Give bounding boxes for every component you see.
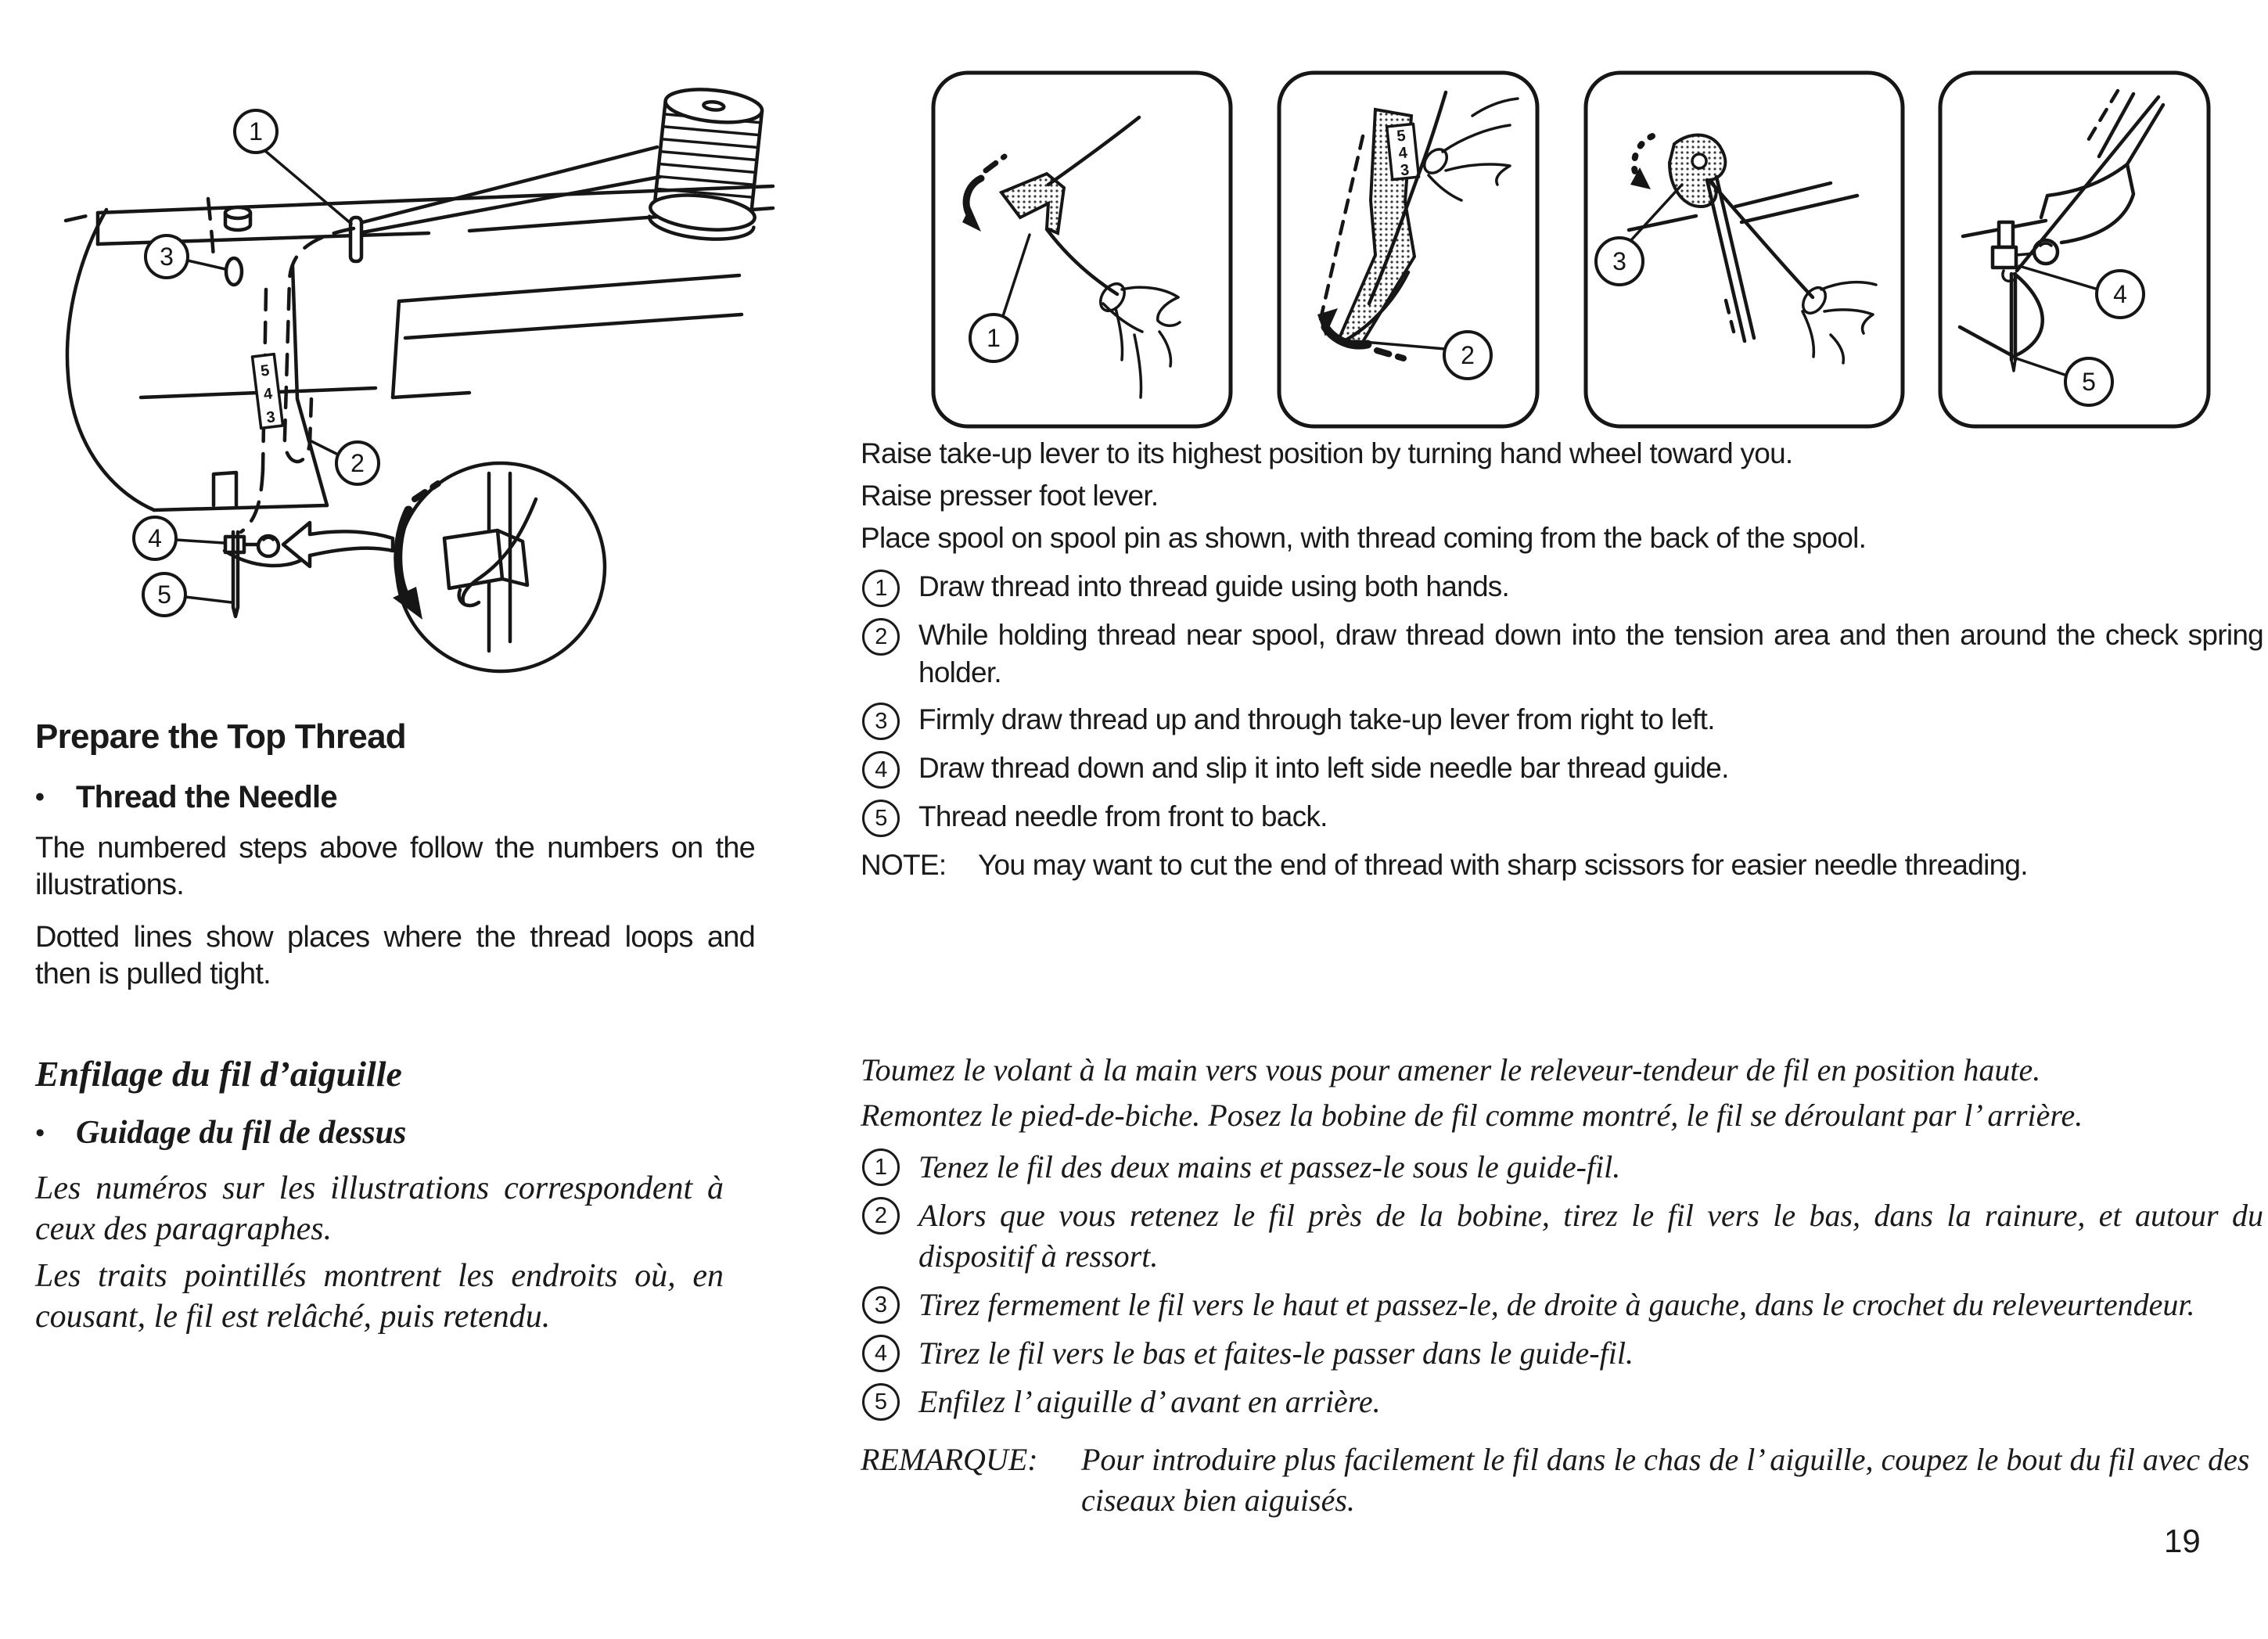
turn-arrow-icon	[962, 156, 1005, 232]
step-item	[861, 701, 2263, 740]
step-text: Enfilez l’ aiguille d’ avant en arrière.	[918, 1384, 1381, 1419]
english-summary	[35, 718, 755, 993]
step-number: 5	[862, 1383, 900, 1421]
step-item	[861, 568, 2263, 607]
step-text: Tirez le fil vers le bas et faites-le passer dans le guide-fil.	[918, 1335, 1634, 1371]
step-number: 3	[862, 1286, 900, 1324]
needle-bar-inset	[393, 463, 605, 671]
step-text: Thread needle from front to back.	[918, 800, 1328, 832]
dashed-thread-path	[208, 199, 354, 532]
svg-text:4: 4	[1397, 144, 1408, 163]
step-number: 5	[862, 800, 900, 837]
step-item	[861, 1333, 2263, 1374]
callout-4	[134, 517, 224, 559]
remark	[861, 1440, 2263, 1521]
svg-text:3: 3	[160, 243, 174, 271]
callout-5	[143, 573, 232, 616]
step-item	[861, 1285, 2263, 1325]
callout-4	[2019, 266, 2144, 318]
svg-text:1: 1	[249, 117, 263, 146]
step-text: Tirez fermement le fil vers le haut et passez-le, de droite à gauche, dans le crochet du releveurtendeur.	[918, 1287, 2195, 1322]
dashed-thread-path	[1321, 136, 1363, 319]
step-number: 4	[862, 751, 900, 789]
subsection-heading: • Thread the Needle	[35, 780, 337, 814]
section-heading: Enfilage du fil d’aiguille	[35, 1054, 402, 1094]
remark-text: Pour introduire plus facilement le fil dans le chas de l’ aiguille, coupez le bout du fil avec des ciseaux bien aiguisés.	[1081, 1442, 2250, 1518]
step-number: 3	[862, 703, 900, 740]
svg-text:1: 1	[987, 324, 1001, 352]
machine-threading-diagram	[31, 31, 798, 681]
note	[861, 846, 2263, 884]
spool	[648, 84, 767, 243]
zoom-arrow-icon	[283, 523, 393, 566]
step-item	[861, 1382, 2263, 1422]
step-text: Firmly draw thread up and through take-up lever from right to left.	[918, 703, 1715, 735]
note-text: You may want to cut the end of thread with sharp scissors for easier needle threading.	[978, 849, 2028, 881]
remark-label: REMARQUE:	[861, 1442, 1038, 1477]
svg-text:4: 4	[148, 524, 162, 552]
hand	[1095, 279, 1180, 397]
thread-line	[1960, 97, 2158, 357]
step-number: 4	[862, 1335, 900, 1372]
paragraph: Les traits pointillés montrent les endroits où, en cousant, le fil est relâché, puis retendu.	[35, 1258, 724, 1335]
dial-number: 3	[265, 408, 277, 427]
callout-3	[1596, 185, 1682, 285]
step-number: 2	[862, 618, 900, 656]
page-number: 19	[2164, 1522, 2201, 1559]
svg-text:3: 3	[1612, 247, 1626, 275]
panel-step3-take-up-lever	[1582, 69, 1907, 430]
step-text: While holding thread near spool, draw thread down into the tension area and then around the check spring holder.	[918, 619, 2263, 688]
step-item	[861, 749, 2263, 789]
paragraph: Dotted lines show places where the thread loops and then is pulled tight.	[35, 921, 755, 990]
svg-text:5: 5	[2082, 368, 2096, 396]
svg-text:2: 2	[1461, 341, 1475, 369]
step-text: Draw thread into thread guide using both hands.	[918, 570, 1510, 602]
take-up-lever-shape	[1670, 135, 1725, 207]
panel-step1-thread-guide	[929, 69, 1235, 430]
turn-arrow-icon	[1630, 136, 1652, 189]
paragraph: Les numéros sur les illustrations correspondent à ceux des paragraphes.	[35, 1170, 724, 1247]
machine-edges	[1629, 177, 1857, 341]
svg-text:2: 2	[350, 449, 365, 477]
intro-line: Toumez le volant à la main vers vous pour amener le releveur-tendeur de fil en position haute.	[861, 1052, 2041, 1087]
tension-dial	[1387, 124, 1419, 180]
intro-line: Raise presser foot lever.	[861, 480, 1159, 512]
step-item	[861, 616, 2263, 692]
french-steps	[861, 1147, 2263, 1422]
dial-number: 5	[259, 361, 271, 380]
step-number: 2	[862, 1197, 900, 1235]
step-text: Alors que vous retenez le fil près de la bobine, tirez le fil vers le bas, dans la rainure, et autour du dispositif à ressort.	[918, 1198, 2263, 1274]
guide-hole	[226, 258, 242, 285]
panel-step4-5-needle-bar	[1936, 69, 2212, 430]
english-steps	[861, 568, 2263, 837]
pretension-knob	[225, 207, 250, 230]
bullet-icon: •	[35, 1119, 45, 1148]
paragraph: The numbered steps above follow the numbers on the illustrations.	[35, 832, 755, 901]
svg-text:4: 4	[2113, 280, 2127, 308]
callout-2	[1355, 332, 1491, 379]
hand	[1420, 99, 1518, 200]
step-item	[861, 798, 2263, 837]
svg-text:5: 5	[1396, 127, 1407, 146]
callout-5	[2016, 358, 2112, 405]
tension-dial	[252, 354, 282, 429]
step-text: Draw thread down and slip it into left side needle bar thread guide.	[918, 752, 1729, 784]
french-summary	[35, 1055, 724, 1337]
section-heading: Prepare the Top Thread	[35, 717, 406, 756]
english-instructions	[861, 435, 2263, 884]
thread-guide-shape	[1001, 174, 1064, 233]
lever-eye	[1692, 154, 1706, 168]
intro-line: Raise take-up lever to its highest position by turning hand wheel toward you.	[861, 437, 1793, 469]
step-item	[861, 1147, 2263, 1188]
intro-line: Place spool on spool pin as shown, with thread coming from the back of the spool.	[861, 522, 1867, 554]
machine-head-outline	[1963, 91, 2163, 243]
dial-number: 4	[262, 385, 274, 404]
french-instructions	[861, 1050, 2263, 1521]
panel-step2-tension-area	[1275, 69, 1541, 430]
bullet-icon: •	[35, 782, 45, 812]
callout-1	[970, 235, 1030, 361]
subsection-heading: • Guidage du fil de dessus	[35, 1112, 724, 1154]
svg-text:5: 5	[157, 580, 171, 609]
step-number: 1	[862, 570, 900, 607]
intro-line: Remontez le pied-de-biche. Posez la bobine de fil comme montré, le fil se déroulant par l’ arrière.	[861, 1098, 2083, 1133]
step-number: 1	[862, 1148, 900, 1186]
svg-text:3: 3	[1399, 161, 1411, 180]
note-label: NOTE:	[861, 849, 947, 881]
step-text: Tenez le fil des deux mains et passez-le sous le guide-fil.	[918, 1149, 1621, 1184]
step-item	[861, 1195, 2263, 1277]
